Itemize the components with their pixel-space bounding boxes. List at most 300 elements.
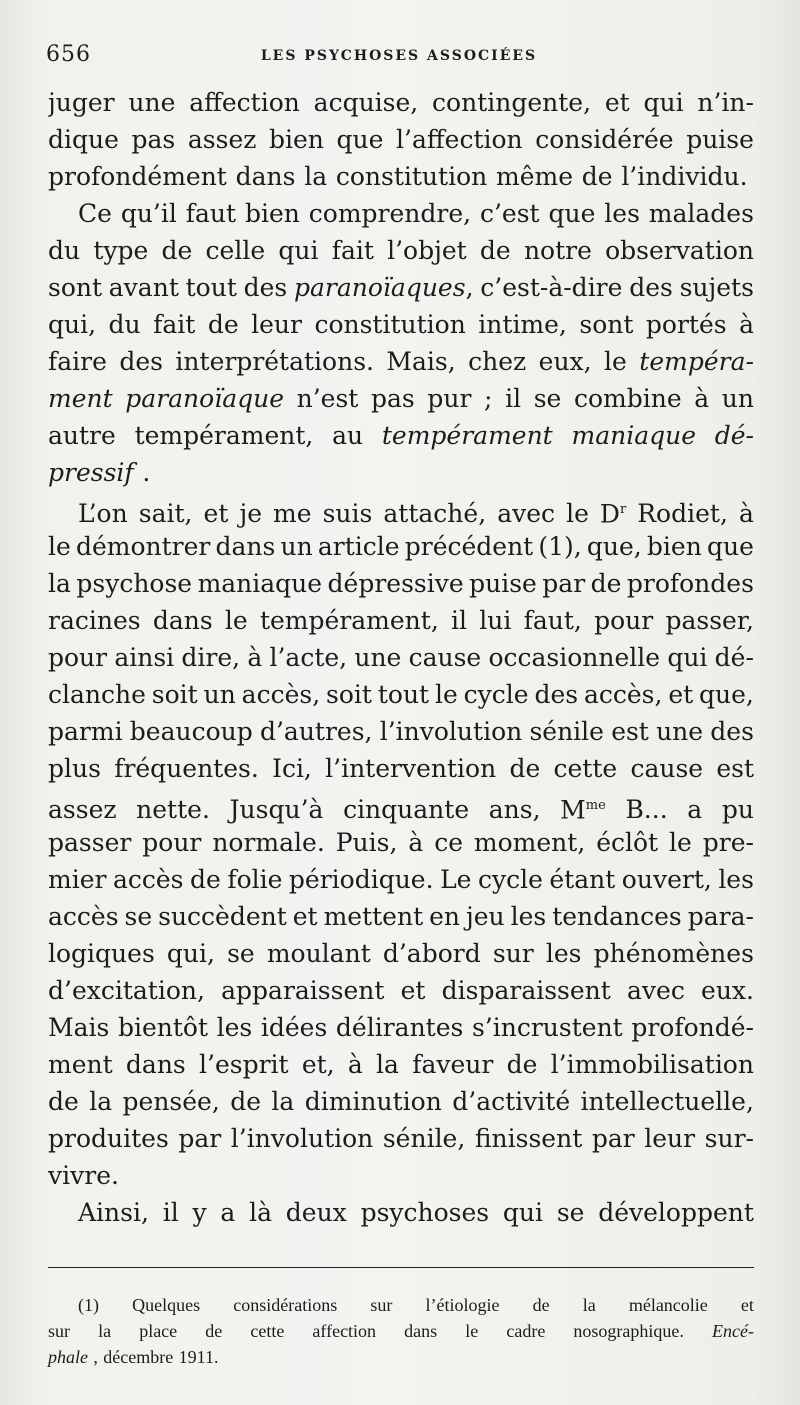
body-text-word: type — [93, 236, 149, 265]
body-text-word: diminution — [304, 1087, 442, 1116]
body-text-word: une — [128, 88, 176, 117]
body-text-word: L’on — [78, 499, 128, 528]
body-text-word: puise — [469, 569, 537, 598]
body-text-word: cause — [630, 754, 704, 783]
body-text-word: au — [332, 421, 364, 450]
body-text-word: paranoïaques, — [294, 273, 474, 302]
body-text-word: finissent — [474, 1124, 583, 1153]
body-text-line — [48, 787, 754, 824]
body-text-word: nette. — [136, 795, 210, 824]
body-text-word: malades — [648, 199, 754, 228]
footnote-line — [48, 1344, 754, 1370]
body-text-word: de — [230, 1087, 262, 1116]
body-text-word: les — [545, 939, 582, 968]
body-text-word: à — [694, 384, 710, 413]
body-text-line — [48, 158, 754, 195]
body-text-word: ainsi — [114, 643, 175, 672]
body-text-word: notre — [523, 236, 592, 265]
body-text-word: racines — [48, 606, 141, 635]
body-text-word: l’immobilisation — [550, 1050, 754, 1079]
body-text-word: cycle — [477, 865, 543, 894]
body-text-word: d’excitation, — [48, 976, 205, 1005]
body-text-word: Rodiet, — [637, 499, 728, 528]
body-text-word: sont — [579, 310, 634, 339]
body-text-word: juger — [48, 88, 115, 117]
body-text-word: qui, — [48, 310, 97, 339]
body-text-word: et — [668, 680, 694, 709]
body-text-word: interprétations. — [175, 347, 374, 376]
body-text-word: dire, — [181, 643, 241, 672]
body-text-word: produites — [48, 1124, 169, 1153]
body-text-word: $M^{me}$ — [560, 795, 606, 824]
body-text-word: ment — [48, 1050, 113, 1079]
body-text-word: et — [604, 88, 630, 117]
body-text-word: précédent — [404, 532, 534, 561]
body-text-word: acquise, — [313, 88, 419, 117]
body-text-word: l’individu. — [621, 162, 748, 191]
body-text-word: sur- — [704, 1124, 754, 1153]
body-text-word: démontrer — [75, 532, 211, 561]
footnote-word: et — [740, 1295, 754, 1315]
body-text-word: que — [548, 199, 596, 228]
body-text-word: suis — [322, 499, 373, 528]
body-text-word: moment, — [473, 828, 586, 857]
body-text-line — [48, 935, 754, 972]
page-header — [46, 42, 752, 74]
body-text-line — [48, 639, 754, 676]
body-text-word: du — [108, 310, 141, 339]
body-text-word: Mais, — [386, 347, 456, 376]
body-text-word: portés — [645, 310, 727, 339]
body-text-word: fréquentes. — [114, 754, 259, 783]
body-text-word: dans — [152, 606, 213, 635]
body-text-word: de — [479, 236, 511, 265]
footnote-word: dans — [404, 1321, 438, 1341]
body-text-word: éclôt — [596, 828, 659, 857]
body-text-line — [48, 121, 754, 158]
body-text-word: dépressive — [327, 569, 464, 598]
body-text-word: pu — [721, 795, 754, 824]
body-text-word: soit — [151, 680, 198, 709]
body-text-word: l’esprit — [199, 1050, 289, 1079]
body-text-word: paranoïaque — [125, 384, 284, 413]
body-text-word: ; — [484, 384, 493, 413]
body-text-word: folie — [227, 865, 283, 894]
body-text-word: eux. — [701, 976, 754, 1005]
body-text-word: tout — [185, 273, 237, 302]
body-text-word: d’abord — [382, 939, 481, 968]
body-text-word: s’incrustent — [471, 1013, 623, 1042]
body-text-word: se — [227, 939, 255, 968]
body-text-word: il — [505, 384, 522, 413]
body-text-word: de — [506, 1050, 538, 1079]
body-text-word: des — [243, 273, 288, 302]
body-text-word: à — [347, 1050, 363, 1079]
body-text-word: de — [581, 162, 613, 191]
body-text-word: a — [220, 1198, 236, 1227]
body-text-word: et — [203, 499, 229, 528]
body-text-word: mier — [48, 865, 107, 894]
body-text-line — [48, 602, 754, 639]
body-text-word: y — [192, 1198, 207, 1227]
body-text-word: des — [119, 347, 163, 376]
body-text-word: l’objet — [387, 236, 467, 265]
body-text-word: dans — [125, 1050, 186, 1079]
body-text-word: d’autres, — [259, 717, 373, 746]
body-text-word: il — [451, 606, 468, 635]
body-text-line — [48, 1083, 754, 1120]
body-text-word: eux, — [538, 347, 592, 376]
body-text-word: celle — [205, 236, 266, 265]
body-text-word: l’intervention — [325, 754, 497, 783]
body-text-line — [48, 676, 754, 713]
body-text-word: sujets — [679, 273, 754, 302]
body-text-word: bien — [269, 125, 324, 154]
body-text-word: ouvert, — [621, 865, 712, 894]
body-text-word: la — [376, 1050, 399, 1079]
body-text-word: puise — [686, 125, 754, 154]
body-text-word: pour — [594, 606, 654, 635]
body-text-line — [48, 232, 754, 269]
body-text-word: occasionnelle — [488, 643, 661, 672]
body-text-word: assez — [187, 125, 257, 154]
body-text-word: Mais — [48, 1013, 110, 1042]
body-text-word: Puis, — [335, 828, 398, 857]
body-text-word: de — [207, 310, 239, 339]
footnote-line — [48, 1318, 754, 1344]
body-text-word: fait — [331, 236, 374, 265]
body-text-word: dique — [48, 125, 119, 154]
body-text-word: c’est — [479, 199, 540, 228]
body-text-word: et — [292, 902, 318, 931]
body-text-word: beaucoup — [129, 717, 253, 746]
body-text-line — [48, 1157, 754, 1194]
body-text-word: de — [161, 236, 193, 265]
footnote-word: de — [532, 1295, 550, 1315]
body-text-word: l’involution — [230, 1124, 374, 1153]
body-text-word: parmi — [48, 717, 123, 746]
body-text-word: cinquante — [343, 795, 470, 824]
footnote-word: nosographique. — [573, 1321, 684, 1341]
body-text-word: assez — [48, 795, 117, 824]
body-text-word: contingente, — [432, 88, 592, 117]
body-text-word: a — [687, 795, 703, 824]
body-text-word: faire — [48, 347, 107, 376]
body-text-word: cause — [408, 643, 482, 672]
body-text-word: à — [738, 499, 754, 528]
body-text-word: que, — [586, 532, 642, 561]
body-text-line — [48, 417, 754, 454]
body-text-word: pour — [142, 828, 202, 857]
body-text-word: idées — [260, 1013, 328, 1042]
body-text-word: clanche — [48, 680, 146, 709]
body-text-word: (1), — [538, 532, 582, 561]
body-text-word: pensée, — [122, 1087, 220, 1116]
body-text-word: les — [718, 865, 754, 894]
footnote-word: phale , — [48, 1347, 98, 1367]
body-text-word: tempérament, — [134, 421, 314, 450]
body-text-line — [48, 713, 754, 750]
body-text-word: se — [556, 1198, 585, 1227]
body-text-line — [48, 750, 754, 787]
body-text-word: Ici, — [272, 754, 312, 783]
body-text-word: plus — [48, 754, 101, 783]
body-text-word: maniaque — [197, 569, 323, 598]
body-text-word: psychoses — [360, 1198, 490, 1227]
body-text-word: moulant — [266, 939, 371, 968]
body-text-word: d’activité — [452, 1087, 571, 1116]
body-text-word: périodique. — [288, 865, 434, 894]
body-text-word: de — [190, 865, 221, 894]
body-text-word: l’affection — [396, 125, 523, 154]
body-text-word: $D^r$ — [599, 499, 627, 528]
body-text-word: qu’il — [120, 199, 177, 228]
footnote-word: décembre — [103, 1347, 174, 1367]
footnote-word: le — [465, 1321, 479, 1341]
footnote-word: Encé- — [711, 1321, 754, 1341]
body-text-word: de — [48, 1087, 79, 1116]
body-text-word: qui, — [166, 939, 215, 968]
body-text-word: affection — [189, 88, 300, 117]
running-head: LES PSYCHOSES ASSOCIÉES — [260, 48, 538, 64]
body-text-word: deux — [285, 1198, 347, 1227]
body-text-line — [48, 454, 754, 491]
body-text-word: ans, — [488, 795, 541, 824]
body-text-word: pre- — [702, 828, 754, 857]
body-text-word: fait — [153, 310, 196, 339]
body-text-word: tempérament — [381, 421, 553, 450]
body-text-word: dé- — [714, 643, 754, 672]
body-text-line — [48, 1194, 754, 1231]
body-text-line — [48, 195, 754, 232]
body-text-word: développent — [598, 1198, 754, 1227]
body-text-word: la — [48, 569, 71, 598]
body-text-word: attaché, — [383, 499, 487, 528]
body-text-word: que — [706, 532, 754, 561]
body-text-line — [48, 343, 754, 380]
body-text-line — [48, 824, 754, 861]
body-text-word: disparaissent — [441, 976, 611, 1005]
body-text-word: leur — [644, 1124, 696, 1153]
body-text-line — [48, 1009, 754, 1046]
page-number: 656 — [46, 42, 91, 67]
body-text-word: un — [280, 532, 313, 561]
body-text-word: B... — [625, 795, 668, 824]
body-text-word: se — [533, 384, 562, 413]
body-text-line — [48, 491, 754, 528]
body-text-word: le — [669, 828, 692, 857]
body-text-word: et — [400, 976, 426, 1005]
body-text-line — [48, 528, 754, 565]
body-text-word: est — [611, 717, 649, 746]
footnote-word: sur — [370, 1295, 393, 1315]
body-text-word: dans — [215, 532, 276, 561]
body-text-word: avec — [627, 976, 685, 1005]
body-text-word: pur — [427, 384, 472, 413]
body-text-word: un — [721, 384, 754, 413]
body-text-word: le — [604, 347, 627, 376]
body-text-line — [48, 898, 754, 935]
body-text-word: faut, — [523, 606, 582, 635]
body-text-line — [48, 380, 754, 417]
body-text-word: faveur — [412, 1050, 494, 1079]
footnote-word: Quelques — [132, 1295, 201, 1315]
body-text-word: un — [203, 680, 236, 709]
body-text-word: sénile, — [382, 1124, 466, 1153]
body-text-word: en — [429, 902, 460, 931]
body-text-word: à — [247, 643, 263, 672]
body-text-word: par — [542, 569, 586, 598]
body-text-word: le — [566, 499, 589, 528]
body-text-word: que — [336, 125, 384, 154]
body-text-word: des — [629, 273, 673, 302]
body-text-word: sénile — [529, 717, 604, 746]
body-text-word: une — [354, 643, 402, 672]
footnote-word: place — [139, 1321, 178, 1341]
body-text-word: me — [273, 499, 312, 528]
body-text-word: Jusqu’à — [229, 795, 324, 824]
body-text-word: ment — [48, 384, 113, 413]
body-text-word: succèdent — [158, 902, 287, 931]
body-text-word: passer, — [665, 606, 754, 635]
footnote-word: 1911. — [178, 1347, 219, 1367]
body-text-word: ce — [434, 828, 463, 857]
body-text-word: mettent — [323, 902, 424, 931]
body-text-word: leur — [251, 310, 302, 339]
body-text-word: là — [249, 1198, 272, 1227]
body-text-word: constitution — [314, 310, 466, 339]
body-text-line — [48, 84, 754, 121]
footnote-word: affection — [312, 1321, 377, 1341]
footnote-word: l’étiologie — [425, 1295, 500, 1315]
body-text-word: même — [495, 162, 573, 191]
body-text-word: cette — [553, 754, 618, 783]
body-text-word: je — [239, 499, 262, 528]
body-text-word: profondé- — [631, 1013, 754, 1042]
body-text-word: qui — [502, 1198, 544, 1227]
footnote-word: mélancolie — [628, 1295, 708, 1315]
body-text — [48, 84, 754, 1231]
body-text-word: le — [434, 680, 458, 709]
body-text-word: tout — [377, 680, 430, 709]
body-text-word: soit — [326, 680, 372, 709]
body-text-word: tempérament, — [259, 606, 439, 635]
body-text-word: la — [304, 162, 328, 191]
body-text-word: accès — [112, 865, 184, 894]
body-text-word: profondément — [48, 162, 227, 191]
body-text-word: intime, — [478, 310, 567, 339]
body-text-word: des — [710, 717, 754, 746]
body-text-word: du — [48, 236, 81, 265]
body-text-word: à — [739, 310, 754, 339]
body-text-word: délirantes — [335, 1013, 464, 1042]
body-text-word: phénomènes — [593, 939, 754, 968]
body-text-word: profondes — [626, 569, 754, 598]
body-text-word: psychose — [76, 569, 193, 598]
body-text-word: pas — [370, 384, 415, 413]
body-text-word: Le — [440, 865, 472, 894]
body-text-word: le — [224, 606, 248, 635]
body-text-word: qui — [278, 236, 319, 265]
body-text-word: chez — [468, 347, 527, 376]
body-text-word: l’involution — [379, 717, 523, 746]
body-text-word: lui — [479, 606, 512, 635]
body-text-line — [48, 1120, 754, 1157]
body-text-word: il — [162, 1198, 179, 1227]
body-text-word: des — [534, 680, 579, 709]
body-text-word: comprendre, — [308, 199, 472, 228]
body-text-word: que, — [699, 680, 754, 709]
body-text-line — [48, 269, 754, 306]
body-text-word: bientôt — [117, 1013, 208, 1042]
body-text-word: pour — [48, 643, 108, 672]
body-text-word: de — [590, 569, 622, 598]
body-text-word: pas — [131, 125, 176, 154]
body-text-word: une — [656, 717, 704, 746]
body-text-word: logiques — [48, 939, 155, 968]
body-text-word: avant — [108, 273, 179, 302]
body-text-word: n’est — [296, 384, 359, 413]
body-text-line — [48, 306, 754, 343]
body-text-word: intellectuelle, — [580, 1087, 754, 1116]
body-text-word: avec — [497, 499, 556, 528]
body-text-word: accès — [48, 902, 119, 931]
body-text-word: la — [89, 1087, 113, 1116]
footnote-word: cette — [250, 1321, 285, 1341]
body-text-word: la — [271, 1087, 295, 1116]
body-text-word: tendances — [552, 902, 682, 931]
body-text-word: n’in- — [697, 88, 754, 117]
body-text-word: les — [604, 199, 640, 228]
footnote — [48, 1292, 754, 1370]
body-text-word: se — [124, 902, 153, 931]
body-text-word: de — [509, 754, 541, 783]
body-text-word: bien — [646, 532, 702, 561]
body-text-word: faut — [185, 199, 237, 228]
body-text-word: accès, — [583, 680, 663, 709]
body-text-word: dé- — [714, 421, 754, 450]
body-text-line — [48, 972, 754, 1009]
body-text-word: qui — [643, 88, 684, 117]
body-text-word: sur — [492, 939, 534, 968]
body-text-word: étant — [549, 865, 616, 894]
body-text-word: passer — [48, 828, 132, 857]
body-text-word: dans — [235, 162, 296, 191]
footnote-word: la — [98, 1321, 112, 1341]
body-text-line — [48, 565, 754, 602]
body-text-word: Ainsi, — [78, 1198, 149, 1227]
body-text-word: cycle — [463, 680, 529, 709]
body-text-word: para- — [687, 902, 754, 931]
footnote-word: (1) — [78, 1295, 99, 1315]
body-text-word: sait, — [138, 499, 193, 528]
body-text-word: pressif . — [48, 458, 151, 487]
body-text-word: jeu — [465, 902, 505, 931]
body-text-word: combine — [573, 384, 682, 413]
body-text-word: qui — [667, 643, 708, 672]
body-text-word: vivre. — [48, 1161, 119, 1190]
body-text-word: l’acte, — [269, 643, 348, 672]
body-text-word: et, — [301, 1050, 335, 1079]
body-text-word: accès, — [241, 680, 321, 709]
body-text-word: le — [48, 532, 71, 561]
body-text-word: article — [317, 532, 400, 561]
footnote-word: sur — [48, 1321, 70, 1341]
footnote-word: de — [205, 1321, 223, 1341]
body-text-word: constitution — [335, 162, 488, 191]
body-text-word: considérée — [535, 125, 674, 154]
body-text-word: observation — [605, 236, 754, 265]
